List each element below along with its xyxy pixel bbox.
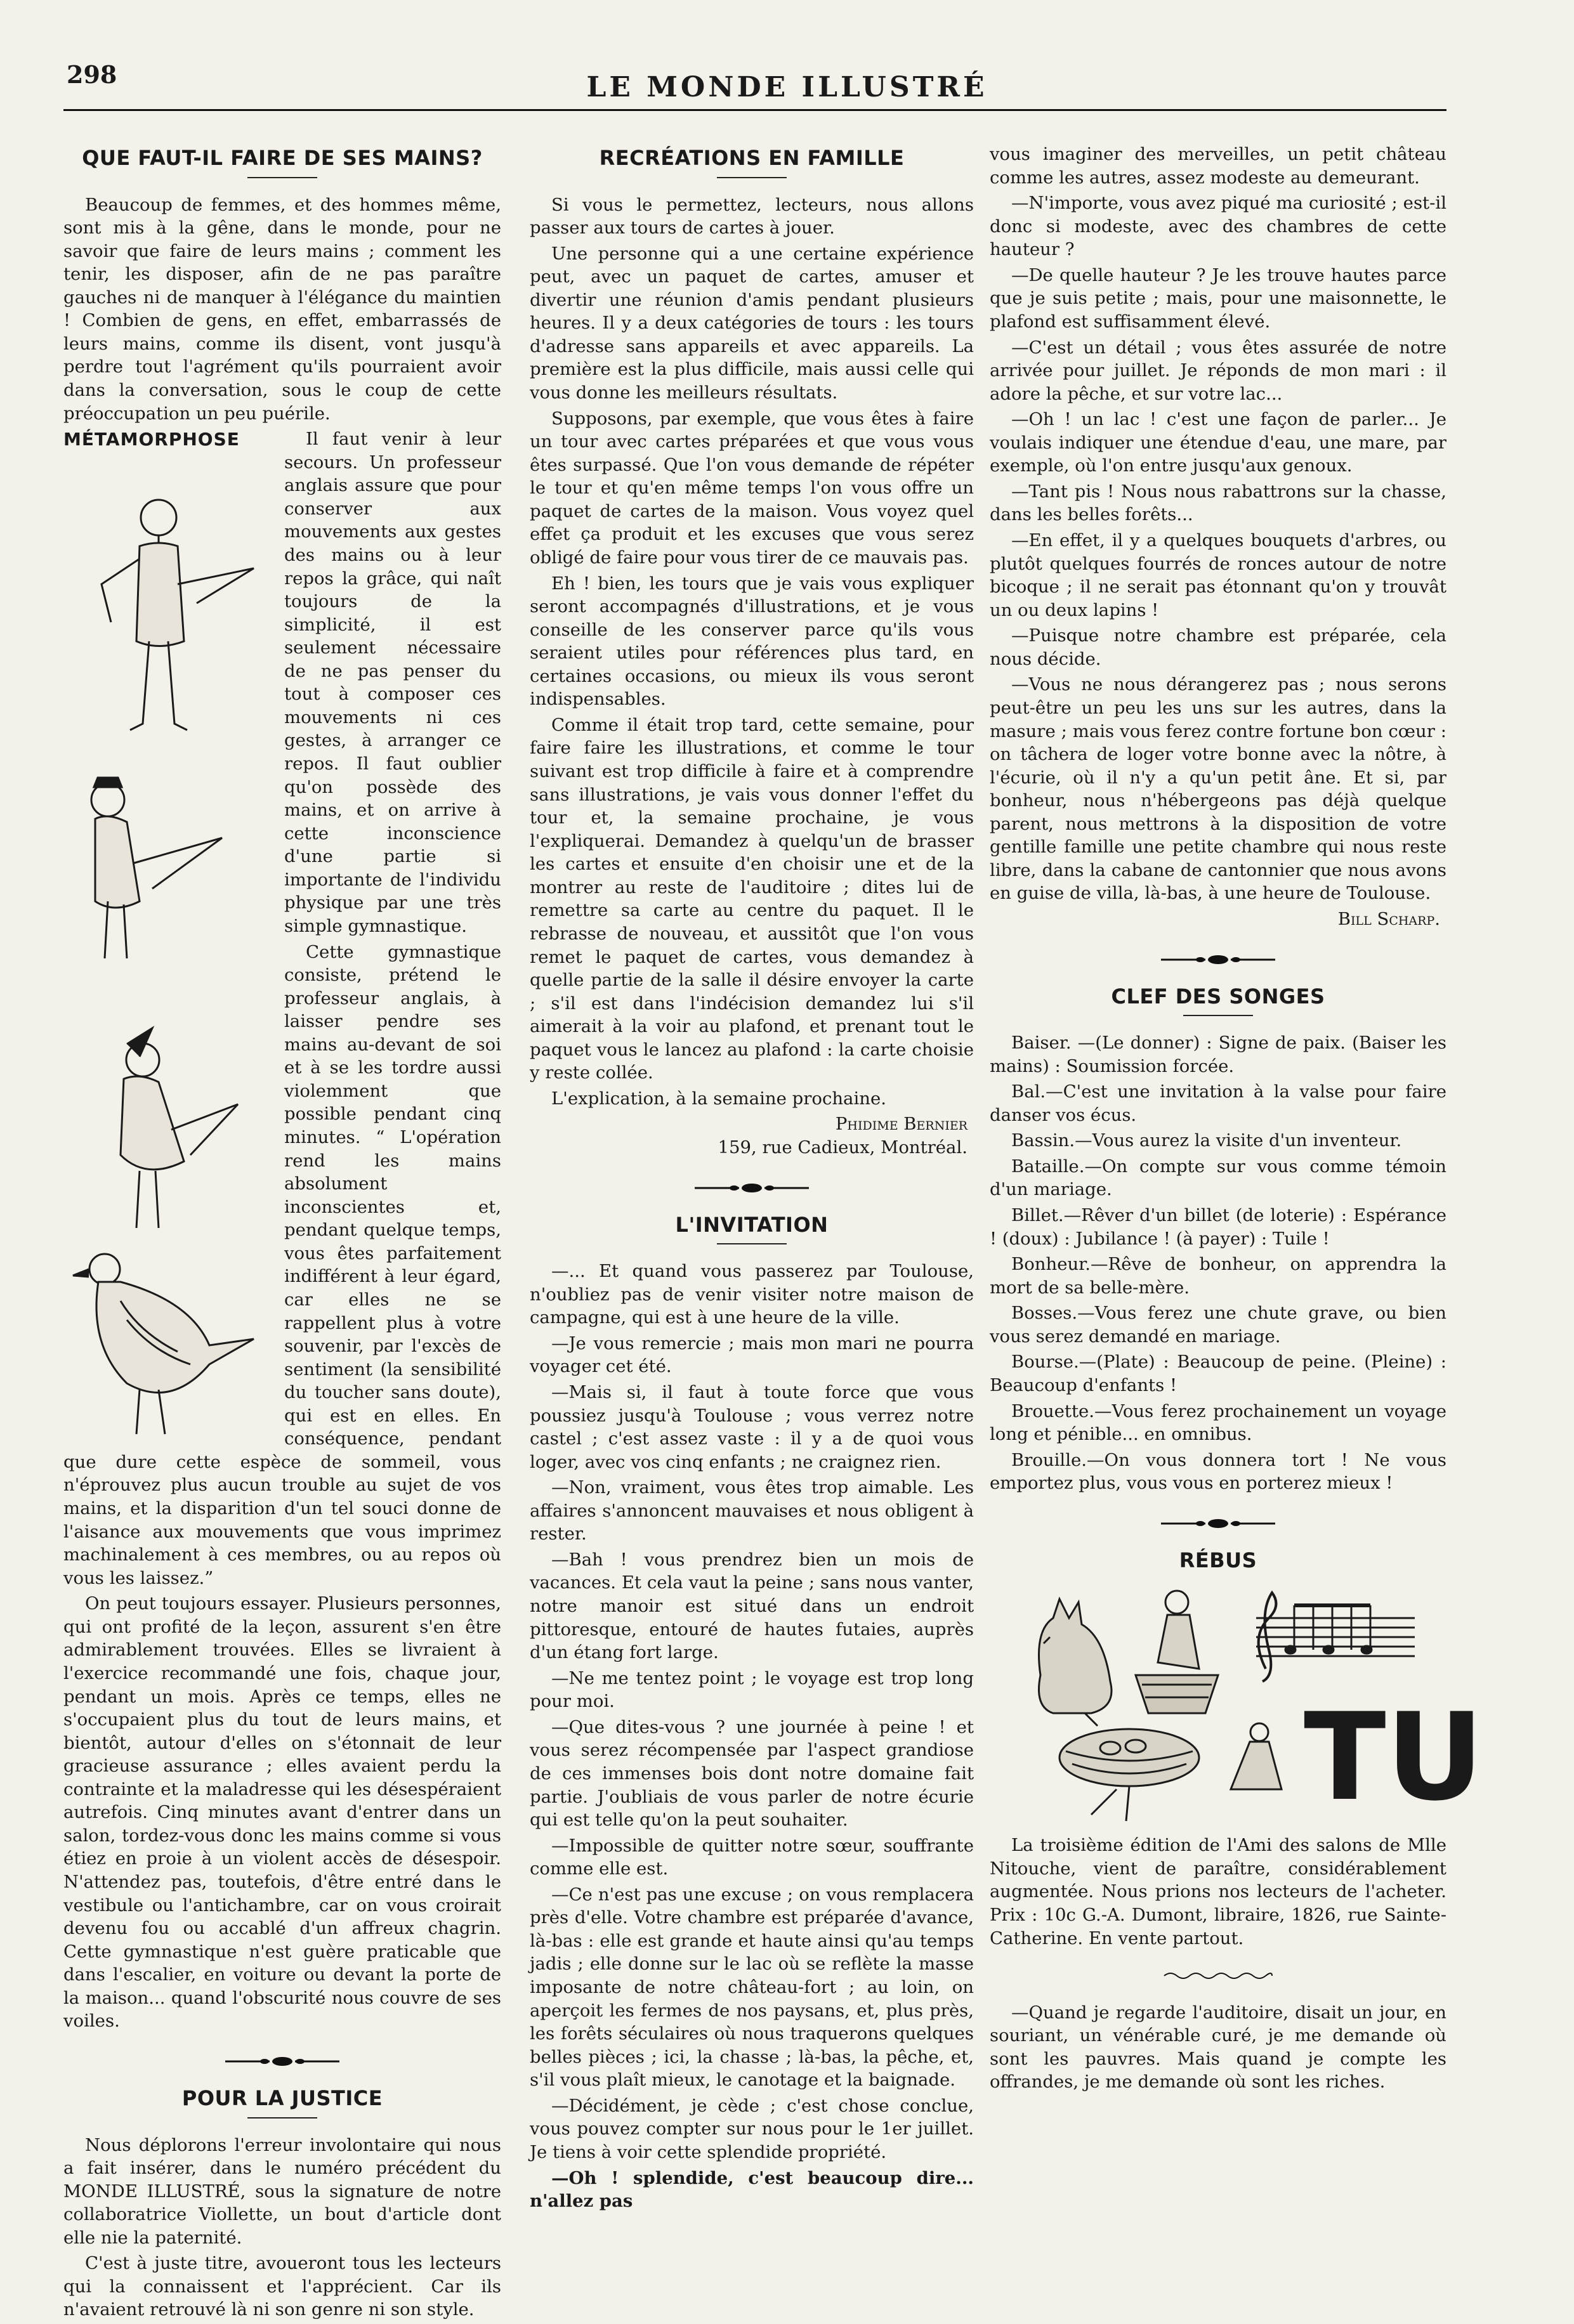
masthead-title: LE MONDE ILLUSTRÉ bbox=[586, 71, 988, 103]
metamorphose-figure bbox=[63, 428, 273, 1440]
dialogue-line: —Mais si, il faut à toute force que vous poussiez jusqu'à Toulouse ; vous verrez notre castel ; c'est assez vaste : il y a de quoi vous loger, avec vos cinq enfants ; ne craignez rien. bbox=[530, 1381, 974, 1472]
section-ornament bbox=[990, 950, 1446, 965]
wavy-separator bbox=[990, 1964, 1446, 1987]
dialogue-line: vous imaginer des merveilles, un petit château comme les autres, assez modeste au demeurant. bbox=[990, 144, 1446, 188]
dialogue-line: —Non, vraiment, vous êtes trop aimable. Les affaires s'annoncent mauvaises et nous obligent à rester. bbox=[530, 1477, 974, 1544]
paragraph: Eh ! bien, les tours que je vais vous expliquer seront accompagnés d'illustrations, et je vous conseille de les conserver parce qu'ils vous seraient utiles pour références plus tard, en certaines occasions, ou mieux ils vous seront indispensables. bbox=[530, 573, 974, 710]
article-title-invitation: L'INVITATION bbox=[675, 1212, 829, 1237]
dream-entry: Bal.—C'est une invitation à la valse pour faire danser vos écus. bbox=[990, 1081, 1446, 1125]
header-rule bbox=[63, 109, 1446, 111]
paragraph: Cette gymnastique consiste, prétend le professeur anglais, à laisser pendre ses mains au-devant de soi et à se les tordre aussi violemment que possible pendant cinq minutes. “ L'opération rend les mains absolument inconscientes et, pendant quelque temps, vous êtes parfaitement indifférent à leur égard, car elles ne se rappellent plus à votre souvenir, par l'excès de sentiment (la sensibilité du toucher sans doute), qui est en elles. En conséquence, pendant que dure cette espèce de sommeil, vous n'éprouvez plus aucun trouble au sujet de vos mains, et la disparition d'un tel souci donne de l'aisance aux mouvements que vous imprimez machinalement à ces membres, ou au repos où vous les laissez.” bbox=[63, 941, 501, 1588]
paragraph: La troisième édition de l'Ami des salons de Mlle Nitouche, vient de paraître, considérablement augmentée. Nous prions nos lecteurs de l'acheter. Prix : 10c G.-A. Dumont, libraire, 1826, rue Sainte-Catherine. En vente partout. bbox=[990, 1835, 1446, 1949]
paragraph: Comme il était trop tard, cette semaine, pour faire faire les illustrations, et comme le tour suivant est trop difficile à faire et à comprendre sans illustrations, je vais vous donner l'effet du tour et, la semaine prochaine, je vous l'expliquerai. Demandez à quelqu'un de brasser les cartes et ensuite d'en choisir une et de la montrer au reste de l'auditoire ; dites lui de remettre sa carte au centre du paquet. Il le rebrasse de nouveau, et aussitôt que l'on vous remet le paquet de cartes, vous demandez à quelle partie de la salle il désire envoyer la carte ; s'il est dans l'indécision demandez lui s'il aimerait à la voir au plafond, et prenant tout le paquet vous le lancez au plafond : la carte choisie y reste collée. bbox=[530, 714, 974, 1083]
dialogue-line: —Impossible de quitter notre sœur, souffrante comme elle est. bbox=[530, 1835, 974, 1879]
dialogue-line: —Tant pis ! Nous nous rabattrons sur la chasse, dans les belles forêts... bbox=[990, 481, 1446, 525]
dialogue-line: —N'importe, vous avez piqué ma curiosité ; est-il donc si modeste, avec des chambres de cette hauteur ? bbox=[990, 193, 1446, 260]
signature: Phidime Bernier bbox=[835, 1114, 967, 1135]
paragraph: Une personne qui a une certaine expérience peut, avec un paquet de cartes, amuser et divertir une réunion d'amis pendant plusieurs heures. Il y a deux catégories de tours : les tours d'adresse sans appareils et avec appareils. La première est la plus difficile, mais aussi celle qui vous donne les meilleurs résultats. bbox=[530, 243, 974, 403]
paragraph: C'est à juste titre, avoueront tous les lecteurs qui la connaissent et l'apprécient. Car ils n'avaient retrouvé là ni son genre ni son style. bbox=[63, 2253, 501, 2320]
column-1 bbox=[63, 127, 501, 2324]
dialogue-line: —Ne me tentez point ; le voyage est trop long pour moi. bbox=[530, 1668, 974, 1712]
article-title-songes: CLEF DES SONGES bbox=[1111, 984, 1325, 1009]
paragraph: Beaucoup de femmes, et des hommes même, sont mis à la gêne, dans le monde, pour ne savoir que faire de leurs mains ; comment les tenir, les disposer, afin de ne pas paraître gauches ni de manquer à l'élégance du maintien ! Combien de gens, en effet, embarrassés de leurs mains, comme ils disent, vont jusqu'à perdre tout l'agrément qu'ils pourraient avoir dans la conversation, sous le coup de cette préoccupation un peu puérile. bbox=[63, 194, 501, 424]
article-title-rebus: RÉBUS bbox=[1179, 1548, 1257, 1572]
dream-entry: Bosses.—Vous ferez une chute grave, ou bien vous serez demandé en mariage. bbox=[990, 1303, 1446, 1347]
paragraph: Il faut venir à leur secours. Un professeur anglais assure que pour conserver aux mouvements aux gestes des mains ou à leur repos la grâce, qui naît toujours de la simplicité, il est seulement nécessaire de ne pas penser du tout à composer ces mouvements ni ces gestes, à arranger ce repos. Il faut oublier qu'on possède des mains, et on arrive à cette inconscience d'une partie si importante de l'individu physique par une très simple gymnastique. bbox=[284, 429, 501, 936]
dream-entry: Bataille.—On compte sur vous comme témoin d'un mariage. bbox=[990, 1156, 1446, 1200]
title-rule bbox=[247, 177, 317, 178]
section-ornament bbox=[530, 1178, 974, 1194]
paragraph: Si vous le permettez, lecteurs, nous allons passer aux tours de cartes à jouer. bbox=[530, 194, 974, 238]
dialogue-line: —Oh ! un lac ! c'est une façon de parler... Je voulais indiquer une étendue d'eau, une mare, par exemple, où l'on entre jusqu'aux genoux. bbox=[990, 409, 1446, 476]
paragraph: On peut toujours essayer. Plusieurs personnes, qui ont profité de la leçon, assurent s'en être admirablement trouvées. Elles se livraient à l'exercice recommandé une fois, chaque jour, pendant un mois. Après ce temps, elles ne s'occupaient plus du tout de leurs mains, et bientôt, autour d'elles on s'étonnait de leur gracieuse assurance ; elles avaient perdu la contrainte et la maladresse qui les désespéraient autrefois. Cinq minutes avant d'entrer dans un salon, tordez-vous donc les mains comme si vous étiez en proie à un violent accès de désespoir. N'attendez pas, toutefois, d'être entré dans le vestibule ou l'antichambre, car on vous croirait devenu fou ou accablé d'un affreux chagrin. Cette gymnastique n'est guère praticable que dans l'escalier, en voiture ou devant la porte de la maison... quand l'obscurité nous couvre de ses voiles. bbox=[63, 1593, 501, 2032]
title-rule bbox=[1183, 1015, 1253, 1016]
title-rule bbox=[717, 177, 787, 178]
section-ornament bbox=[990, 1514, 1446, 1529]
dream-entry: Brouille.—On vous donnera tort ! Ne vous emportez plus, vous vous en porterez mieux ! bbox=[990, 1449, 1446, 1494]
dialogue-line: —De quelle hauteur ? Je les trouve hautes parce que je suis petite ; mais, pour une maisonnette, le plafond est suffisamment élevé. bbox=[990, 264, 1446, 332]
dream-entry: Bonheur.—Rêve de bonheur, on apprendra la mort de sa belle-mère. bbox=[990, 1254, 1446, 1298]
dream-entry: Brouette.—Vous ferez prochainement un voyage long et pénible... en omnibus. bbox=[990, 1400, 1446, 1445]
dream-entry: Billet.—Rêver d'un billet (de loterie) : Espérance ! (doux) : Jubilance ! (à payer) : Tuile ! bbox=[990, 1205, 1446, 1249]
article-title-recreations: RECRÉATIONS EN FAMILLE bbox=[599, 146, 905, 170]
dream-entry: Bourse.—(Plate) : Beaucoup de peine. (Pleine) : Beaucoup d'enfants ! bbox=[990, 1352, 1446, 1395]
page-number: 298 bbox=[67, 60, 117, 89]
dialogue-line: —Vous ne nous dérangerez pas ; nous serons peut-être un peu les uns sur les autres, dans la masure ; mais vous ferez contre fortune bon cœur : on tâchera de loger votre bonne avec la nôtre, à l'écurie, où il n'y a qu'un petit âne. Et si, par bonheur, nous n'hébergeons pas déjà quelque parent, nous mettrons à la disposition de votre gentille famille une petite chambre qui nous reste libre, dans la cabane de cantonnier que nous avons en guise de villa, là-bas, à une heure de Toulouse. bbox=[990, 674, 1446, 904]
signature: Bill Scharp. bbox=[1337, 909, 1440, 929]
section-ornament bbox=[63, 2052, 501, 2067]
metamorphose-illustration bbox=[63, 457, 273, 1440]
rebus-letters: TU bbox=[1304, 1687, 1484, 1828]
dialogue-line: —Décidément, je cède ; c'est chose conclue, vous pouvez compter sur nous pour le 1er juillet. Je tiens à voir cette splendide propriété. bbox=[530, 2095, 974, 2162]
dialogue-line: —Bah ! vous prendrez bien un mois de vacances. Et cela vaut la peine ; sans nous vanter, notre manoir est situé dans un endroit pittoresque, entouré de hautes futaies, auprès d'un étang fort large. bbox=[530, 1549, 974, 1663]
dialogue-line: —En effet, il y a quelques bouquets d'arbres, ou plutôt quelques fourrés de ronces autour de notre bicoque ; il ne serait pas étonnant qu'on y trouvât un ou deux lapins ! bbox=[990, 530, 1446, 620]
dialogue-line: —Que dites-vous ? une journée à peine ! et vous serez récompensée par l'aspect grandiose de ces immenses bois dont notre domaine fait partie. J'oubliais de vous parler de notre écurie qui est telle qu'on la peut souhaiter. bbox=[530, 1716, 974, 1831]
address: 159, rue Cadieux, Montréal. bbox=[718, 1137, 967, 1158]
column-2 bbox=[530, 127, 974, 2216]
paragraph: —Quand je regarde l'auditoire, disait un jour, en souriant, un vénérable curé, je me demande où sont les pauvres. Mais quand je compte les offrandes, je me demande où sont les riches. bbox=[990, 2002, 1446, 2092]
figure-label: MÉTAMORPHOSE bbox=[63, 429, 240, 450]
dialogue-line: —Oh ! splendide, c'est beaucoup dire... n'allez pas bbox=[530, 2167, 974, 2212]
dialogue-line: —C'est un détail ; vous êtes assurée de notre arrivée pour juillet. Je réponds de mon mari : il adore la pêche, et sur votre lac... bbox=[990, 337, 1446, 404]
paragraph: L'explication, à la semaine prochaine. bbox=[551, 1088, 886, 1109]
article-title-mains: QUE FAUT-IL FAIRE DE SES MAINS? bbox=[82, 146, 483, 170]
paragraph: Supposons, par exemple, que vous êtes à faire un tour avec cartes préparées et que vous vous êtes surpassé. Que l'on vous demande de répéter le tour et qu'en même temps l'on vous offre un paquet de cartes de la maison. Vous voyez quel effet ça produit et les excuses que vous serez obligé de faire pour vous tirer de ce mauvais pas. bbox=[530, 408, 974, 568]
column-3 bbox=[990, 143, 1484, 2096]
dream-entry: Bassin.—Vous aurez la visite d'un inventeur. bbox=[1011, 1130, 1402, 1151]
dream-entry: Baiser. —(Le donner) : Signe de paix. (Baiser les mains) : Soumission forcée. bbox=[990, 1033, 1446, 1076]
rebus-illustration bbox=[1015, 1580, 1484, 1828]
title-rule bbox=[717, 1243, 787, 1244]
dialogue-line: —Puisque notre chambre est préparée, cela nous décide. bbox=[990, 625, 1446, 669]
article-title-justice: POUR LA JUSTICE bbox=[181, 2086, 383, 2110]
dialogue-line: —... Et quand vous passerez par Toulouse, n'oubliez pas de venir visiter notre maison de campagne, qui est à une heure de la ville. bbox=[530, 1261, 974, 1328]
dialogue-line: —Ce n'est pas une excuse ; on vous remplacera près d'elle. Votre chambre est préparée d'avance, là-bas : elle est grande et haute ainsi qu'au temps jadis ; elle donne sur le lac où se reflète la masse imposante de notre château-fort ; au loin, on aperçoit les fermes de nos paysans, et, plus près, les forêts séculaires où nous traquerons quelques belles pièces ; ici, la chasse ; là-bas, la pêche, et, s'il vous plaît mieux, le canotage et la baignade. bbox=[530, 1884, 974, 2091]
title-rule bbox=[247, 2117, 317, 2118]
paragraph: Nous déplorons l'erreur involontaire qui nous a fait insérer, dans le numéro précédent du MONDE ILLUSTRÉ, sous la signature de notre collaboratrice Viollette, un bout d'article dont elle nie la paternité. bbox=[63, 2134, 501, 2248]
dialogue-line: —Je vous remercie ; mais mon mari ne pourra voyager cet été. bbox=[530, 1333, 974, 1377]
